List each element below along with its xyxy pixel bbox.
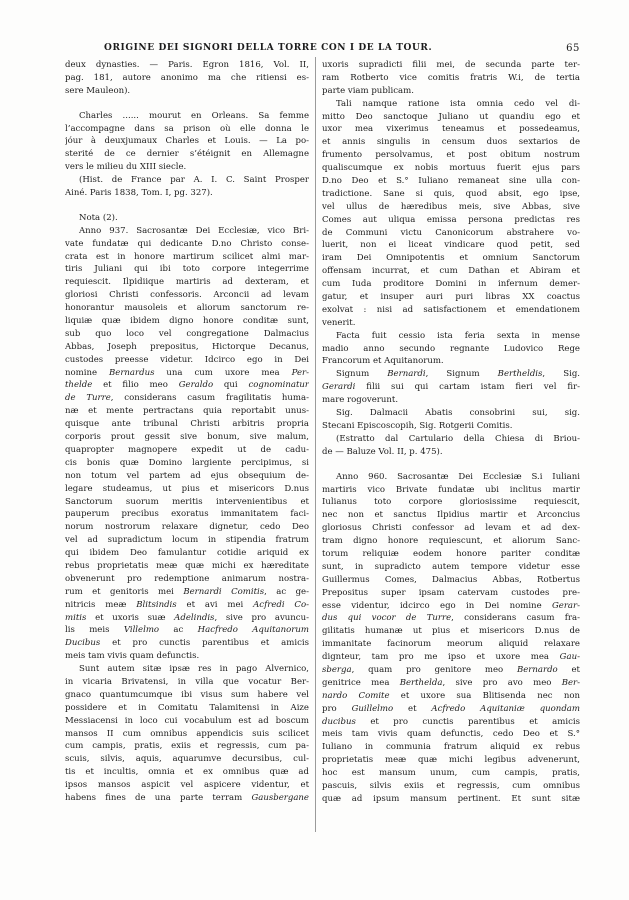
text-line: pro Guillelmo et Acfredo Aquitaniæ quondam (322, 703, 580, 714)
text-line: frumento persolvamus, et post obitum nostrum (322, 150, 580, 161)
text-line: possidere et in Comitatu Talamitensi in Aize (65, 702, 309, 713)
text-line: cum campis, pratis, exiis et regressis, cum pa- (65, 741, 309, 752)
text-line: uxor mea vixerimus teneamus et possedeamus, (322, 124, 580, 135)
text-line: liquiæ quæ ibidem digno honore conditæ sunt, (65, 316, 309, 327)
text-line: sterité de ce dernier s’étéignit en Allemagne (65, 149, 309, 160)
text-line: dignteur, tam pro me ipso et uxore mea Gau- (322, 652, 580, 663)
text-line: immanitate facinorum meorum aliquid relaxare (322, 639, 580, 650)
text-line: cum Iuda proditore Domini in infernum demer- (322, 279, 580, 290)
text-line: Prepositus super ipsam catervam custodes pre- (322, 587, 580, 598)
text-line: gnaco quantumcumque ibi visus sum habere vel (65, 689, 309, 700)
text-line: ipsos mansos aspicit vel aspicere videntur, et (65, 780, 309, 791)
text-line: lis meis Villelmo ac Hacfredo Aquitanorum (65, 625, 309, 636)
text-line: sere Mauleon). (65, 85, 131, 96)
text-line: de Turre, considerans casum fragilitatis huma- (65, 393, 309, 404)
text-line: nomine Bernardus una cum uxore mea Per- (65, 367, 309, 378)
text-line: Iulianus toto corpore gloriosissime requiescit, (322, 497, 580, 508)
text-line: Sunt autem sitæ ipsæ res in pago Alvernico, (79, 664, 309, 675)
text-line: Charles ...... mourut en Orleans. Sa femme (79, 110, 309, 121)
text-line: genitrice mea Berthelda, sive pro avo meo Ber- (322, 677, 580, 688)
text-line: (Hist. de France par A. I. C. Saint Prosper (79, 175, 309, 186)
text-line: thelde et filio meo Geraldo qui cognominatur (65, 380, 309, 391)
text-line: vers le milieu du XIII siecle. (65, 162, 187, 173)
text-line: gloriosi Christi confessoris. Arconcii ad levam (65, 290, 309, 301)
text-line: rum et genitoris mei Bernardi Comitis, ac ge- (65, 586, 309, 597)
text-line: Messiacensi in loco cui vocabulum est ad boscum (65, 715, 309, 726)
text-line: Anno 960. Sacrosantæ Dei Ecclesiæ S.i Iuliani (336, 471, 580, 482)
text-line: l’accompagne dans sa prison où elle donna le (65, 123, 309, 134)
text-line: Facta fuit cessio ista feria sexta in mense (336, 330, 580, 341)
right-column (322, 59, 580, 806)
text-line: et annis singulis in censum duos sextarios de (322, 137, 580, 148)
text-line: hoc est mansum unum, cum campis, pratis, (322, 768, 580, 779)
text-line: vel ad supradictum locum in stipendia fratrum (65, 535, 309, 546)
text-line: norum nostrorum relaxare dignetur, cedo Deo (65, 522, 309, 533)
text-line: de — Baluze Vol. II, p. 475). (322, 446, 443, 457)
text-line: martiris vico Brivate fundatæ ubi inclitus martir (322, 484, 580, 495)
text-line: tiris Juliani qui ibi toto corpore integerrime (65, 264, 309, 275)
text-line: gilitatis humanæ ut pius et misericors D.nus de (322, 626, 580, 637)
text-line: torum reliquiæ eodem honore pariter conditæ (322, 548, 580, 559)
text-line: Comes aut uliqua emissa persona predictas res (322, 214, 580, 225)
text-line: pag. 181, autore anonimo ma che ritiensi es- (65, 72, 309, 83)
page-number: 65 (566, 43, 580, 54)
text-line: quæ ad ipsum mansum pertinent. Et sunt sitæ (322, 793, 580, 804)
text-line: Sig. Dalmacii Abatis consobrini sui, sig. (336, 408, 580, 419)
text-line: Gerardi filii sui qui cartam istam fieri vel fir- (322, 382, 580, 393)
text-line: vel ullus de hæredibus meis, sive Abbas, sive (322, 201, 580, 212)
text-line: iram Dei Omnipotentis et omnium Sanctorum (322, 253, 580, 264)
text-line: offensam incurrat, et cum Dathan et Abiram et (322, 266, 580, 277)
text-line: sunt, in supradicto autem tempore videtur esse (322, 561, 580, 572)
text-line: requiescit. Ilpidiique martiris ad dexteram, et (65, 277, 309, 288)
text-line: ducibus et pro cunctis parentibus et amicis (322, 716, 580, 727)
text-line: tis et incultis, omnia et ex omnibus quæ ad (65, 767, 309, 778)
text-line: obvenerunt pro redemptione animarum nostra- (65, 573, 309, 584)
text-line: Anno 937. Sacrosantæ Dei Ecclesiæ, vico Bri- (79, 225, 309, 236)
text-line: legare studeamus, ut pius et misericors D.nus (65, 483, 309, 494)
text-line: deux dynasties. — Paris. Egron 1816, Vol. II, (65, 60, 309, 70)
text-line: dus qui vocor de Turre, considerans casum fra- (322, 613, 580, 624)
text-line: venerit. (322, 317, 356, 328)
text-line: luerit, non ei liceat vindicare quod petit, sed (322, 240, 580, 251)
text-line: Abbas, Joseph prepositus, Hictorque Decanus, (65, 341, 309, 352)
text-line: habens fines de una parte terram Gausbergane (65, 792, 309, 803)
text-line: tram digno honore requiescunt, et aliorum Sanc- (322, 536, 580, 547)
text-line: mitis et uxoris suæ Adelindis, sive pro avuncu- (65, 612, 309, 623)
text-line: Tali namque ratione ista omnia cedo vel di- (336, 98, 580, 109)
text-line: mitto Deo sanctoque Juliano ut quandiu ego et (322, 111, 580, 122)
text-line: næ et mente pertractans quia reportabit unus- (65, 406, 309, 417)
text-line: crata est in honore martirum scilicet almi mar- (65, 251, 309, 262)
column-divider (315, 57, 316, 832)
text-line: de Communi victu Canonicorum abstrahere vo- (322, 227, 580, 238)
text-line: mare rogoverunt. (322, 395, 399, 406)
text-line: Signum Bernardi, Signum Bertheldis, Sig. (336, 369, 580, 380)
text-line: quapropter magnopere expedit ut de cadu- (65, 444, 309, 455)
text-line: Nota (2). (79, 212, 118, 223)
text-line: exolvat : nisi ad satisfactionem et emendationem (322, 304, 580, 315)
text-line: cis bonis quæ Domino largiente percipimus, si (65, 457, 309, 468)
text-line: scuis, silvis, aquis, aquarumve decursibus, cul- (65, 754, 309, 765)
text-line: nec non et sanctus Ilpidius martir et Arconcius (322, 510, 580, 521)
text-line: Guillermus Comes, Dalmacius Abbas, Rotbertus (322, 574, 580, 585)
paragraph-gap (322, 459, 580, 471)
text-line: D.no Deo et S.° Iuliano remaneat sine ulla con- (322, 176, 580, 187)
text-line: parte viam publicam. (322, 85, 414, 96)
text-line: sub quo loco vel congregatione Dalmacius (65, 328, 309, 339)
text-line: nardo Comite et uxore sua Blitisenda nec non (322, 690, 580, 701)
text-line: uxoris supradicti filii mei, de secunda parte ter- (322, 60, 580, 70)
text-line: corporis prout gessit sive bonum, sive malum, (65, 432, 309, 443)
text-line: meis tam vivis quam defunctis. (65, 651, 200, 662)
text-line: Iuliano in communia fratrum aliquid ex rebus (322, 742, 580, 753)
text-line: (Estratto dal Cartulario della Chiesa di Briou- (336, 433, 580, 444)
text-line: in vicaria Brivatensi, in villa que vocatur Ber- (65, 676, 309, 687)
paragraph-gap (65, 200, 309, 212)
running-header (68, 43, 580, 57)
text-line: ram Rotberto vice comitis fratris W.i, de tertia (322, 72, 580, 83)
text-line: qualiscumque ex nobis mortuus fuerit ejus pars (322, 163, 580, 174)
paragraph-gap (65, 98, 309, 110)
text-line: Sanctorum suorum meritis intervenientibus et (65, 496, 309, 507)
text-line: non totum vel partem ad ejus obsequium de- (65, 470, 309, 481)
text-line: nitricis meæ Blitsindis et avi mei Acfredi Co- (65, 599, 309, 610)
left-column (65, 59, 309, 805)
text-line: custodes preesse videtur. Idcirco ego in Dei (65, 354, 309, 365)
text-line: tradictione. Sane si quis, quod absit, ego ipse, (322, 188, 580, 199)
text-line: Francorum et Aquitanorum. (322, 356, 444, 367)
text-line: mansos II cum omnibus appendicis suis scilicet (65, 728, 309, 739)
text-line: esse videntur, idcirco ego in Dei nomine Gerar- (322, 600, 580, 611)
text-line: qui ibidem Deo famulantur cotidie ariquid ex (65, 548, 309, 559)
text-line: madio anno secundo regnante Ludovico Rege (322, 343, 580, 354)
text-line: rebus proprietatis meæ quæ michi ex hæreditate (65, 560, 309, 571)
text-line: jóur à deuxjumaux Charles et Louis. — La po- (65, 136, 309, 147)
text-line: honorantur mausoleis et aliorum sanctorum re- (65, 303, 309, 314)
text-line: proprietatis meæ quæ michi legibus advenerunt, (322, 755, 580, 766)
text-line: Ducibus et pro cunctis parentibus et amicis (65, 638, 309, 649)
text-line: pauperum precibus exoratus immanitatem faci- (65, 509, 309, 520)
text-line: gatur, et insuper auri puri libras XX coactus (322, 292, 580, 303)
text-line: gloriosus Christi confessor ad levam et ad dex- (322, 523, 580, 534)
text-line: sberga, quam pro genitore meo Bernardo et (322, 664, 580, 675)
text-line: Ainé. Paris 1838, Tom. I, pg. 327). (65, 188, 213, 199)
text-line: Stecani Episcoscopih, Sig. Rotgerii Comitis. (322, 420, 513, 431)
text-line: pascuis, silvis exiis et regressis, cum omnibus (322, 780, 580, 791)
text-line: meis tam vivis quam defunctis, cedo Deo et S.° (322, 729, 580, 740)
text-line: vate fundatæ qui dedicante D.no Christo conse- (65, 238, 309, 249)
running-title: ORIGINE DEI SIGNORI DELLA TORRE CON I DE LA TOUR. (104, 43, 433, 53)
text-line: quisque ante tribunal Christi arbitris propria (65, 419, 309, 430)
